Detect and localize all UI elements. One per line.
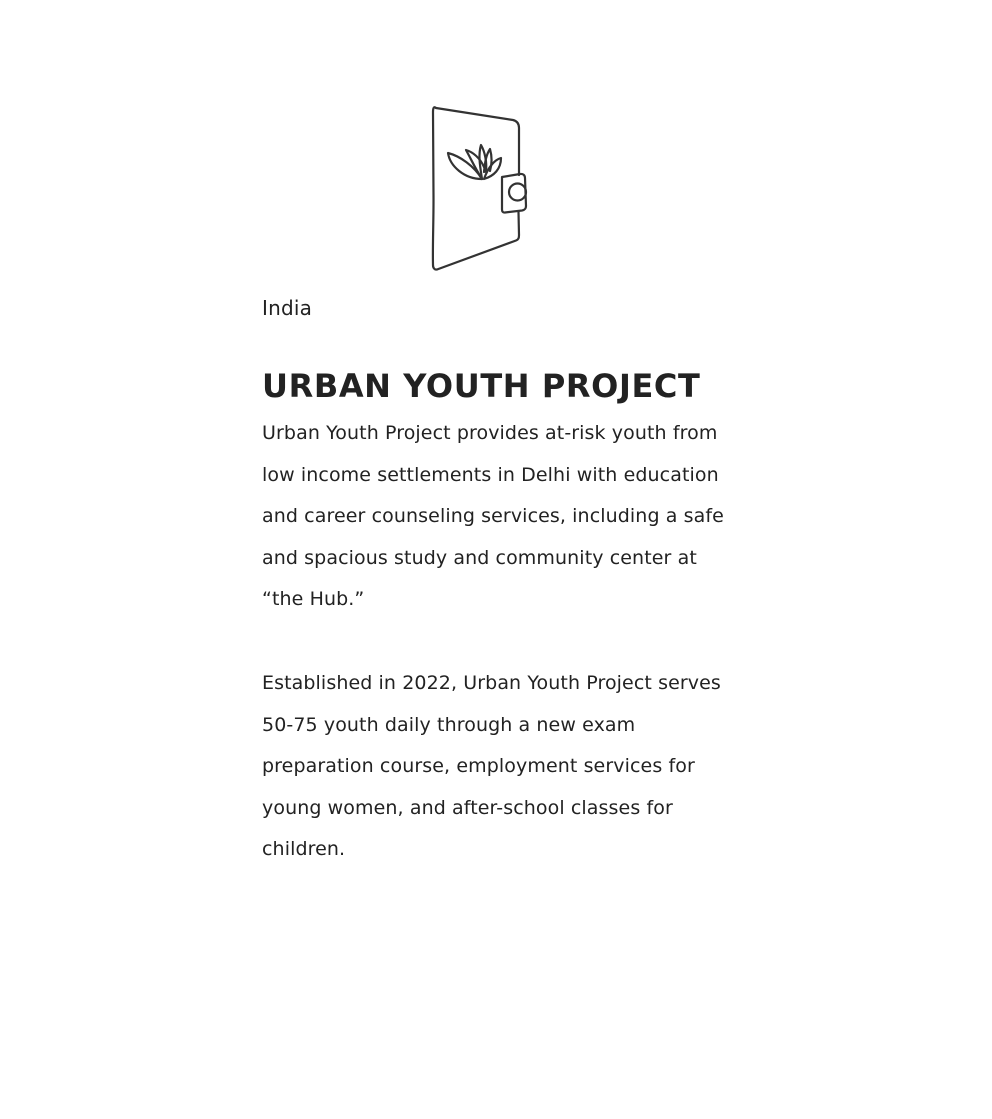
door-with-lotus-icon: [428, 100, 538, 275]
project-title: URBAN YOUTH PROJECT: [262, 367, 701, 405]
details-paragraph: Established in 2022, Urban Youth Project serves 50-75 youth daily through a new exam preparation course, employment services for young women, and after-school classes for children.: [262, 672, 721, 861]
description-paragraph: Urban Youth Project provides at-risk youth from low income settlements in Delhi with education and career counseling services, including a safe and spacious study and community center at “the Hub.”: [262, 422, 724, 611]
country-label: India: [262, 296, 313, 320]
